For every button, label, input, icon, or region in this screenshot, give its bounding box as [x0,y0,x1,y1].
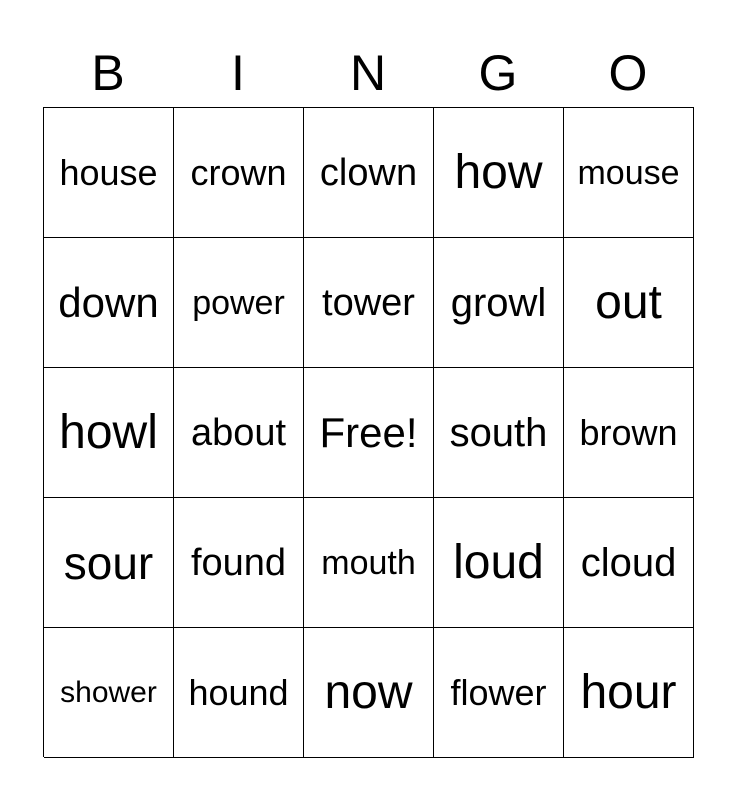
header-letter-b: B [91,45,125,101]
free-space-cell: Free! [304,368,434,498]
bingo-header [43,40,693,106]
header-letter-i: I [231,45,245,101]
bingo-cell[interactable]: found [174,498,304,628]
bingo-cell[interactable]: south [434,368,564,498]
bingo-cell[interactable]: brown [564,368,694,498]
bingo-cell[interactable]: shower [44,628,174,758]
bingo-cell[interactable]: loud [434,498,564,628]
bingo-cell[interactable]: hour [564,628,694,758]
bingo-cell[interactable]: house [44,108,174,238]
bingo-cell[interactable]: tower [304,238,434,368]
bingo-cell[interactable]: clown [304,108,434,238]
bingo-cell[interactable]: hound [174,628,304,758]
bingo-cell[interactable]: mouth [304,498,434,628]
bingo-cell[interactable]: down [44,238,174,368]
bingo-cell[interactable]: out [564,238,694,368]
bingo-cell[interactable]: growl [434,238,564,368]
header-letter-g: G [478,45,518,101]
bingo-cell[interactable]: now [304,628,434,758]
bingo-cell[interactable]: howl [44,368,174,498]
bingo-cell[interactable]: sour [44,498,174,628]
bingo-board [43,107,694,757]
bingo-cell[interactable]: about [174,368,304,498]
bingo-cell[interactable]: flower [434,628,564,758]
bingo-cell[interactable]: power [174,238,304,368]
header-letter-n: N [349,45,387,101]
bingo-cell[interactable]: crown [174,108,304,238]
bingo-cell[interactable]: cloud [564,498,694,628]
bingo-cell[interactable]: mouse [564,108,694,238]
bingo-cell[interactable]: how [434,108,564,238]
header-letter-o: O [608,45,648,101]
